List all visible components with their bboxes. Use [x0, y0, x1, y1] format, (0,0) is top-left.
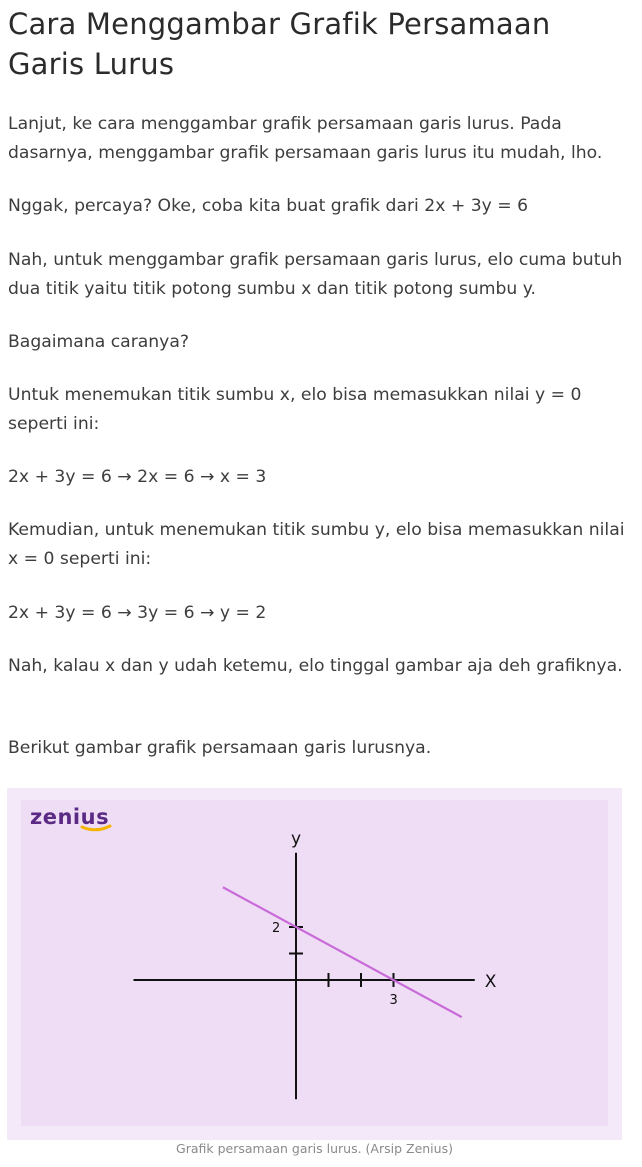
y-axis-label: y	[291, 828, 302, 849]
paragraph-draw: Nah, kalau x dan y udah ketemu, elo tinggal gambar aja deh grafiknya.	[8, 656, 623, 676]
paragraph-challenge: Nggak, percaya? Oke, coba kita buat grafik dari 2x + 3y = 6	[8, 196, 529, 216]
y-tick-label: 2	[272, 921, 281, 936]
paragraph-two-points: Nah, untuk menggambar grafik persamaan garis lurus, elo cuma butuh dua titik yaitu titik potong sumbu x dan titik potong sumbu y.	[8, 250, 623, 299]
paragraph-intro: Lanjut, ke cara menggambar grafik persamaan garis lurus. Pada dasarnya, menggambar grafik persamaan garis lurus itu mudah, lho.	[8, 114, 603, 163]
paragraph-figure-intro: Berikut gambar grafik persamaan garis lurusnya.	[8, 738, 432, 758]
paragraph-question: Bagaimana caranya?	[8, 332, 190, 352]
figure-caption: Grafik persamaan garis lurus. (Arsip Zenius)	[176, 1141, 453, 1156]
paragraph-y-intercept: Kemudian, untuk menemukan titik sumbu y, elo bisa memasukkan nilai x = 0 seperti ini:	[8, 520, 625, 569]
equation-y-intercept: 2x + 3y = 6 → 3y = 6 → y = 2	[8, 603, 267, 623]
series-line-1	[223, 887, 462, 1017]
x-axis-label: X	[484, 972, 497, 992]
x-tick-label: 3	[389, 993, 398, 1008]
page-title: Cara Menggambar Grafik Persamaan Garis Lurus	[8, 7, 551, 81]
paragraph-x-intercept: Untuk menemukan titik sumbu x, elo bisa memasukkan nilai y = 0 seperti ini:	[8, 385, 582, 434]
logo-wordmark: zenius	[30, 805, 110, 829]
equation-x-intercept: 2x + 3y = 6 → 2x = 6 → x = 3	[8, 467, 267, 487]
